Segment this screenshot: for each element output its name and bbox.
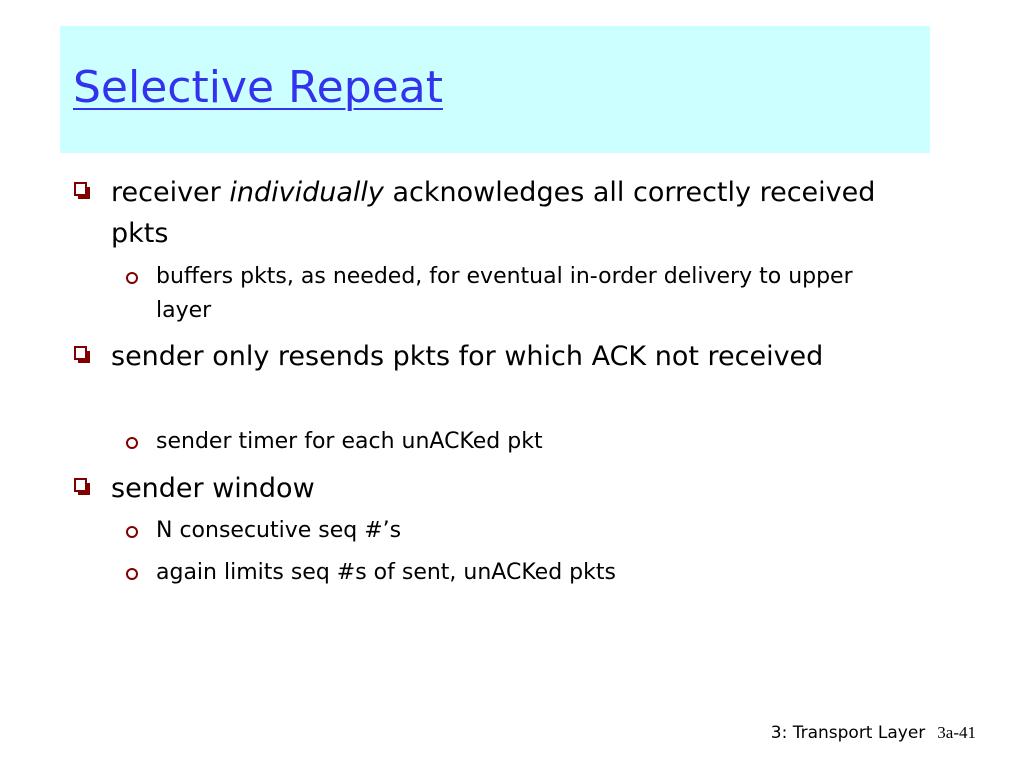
bullet-1-text-pre: receiver	[111, 177, 230, 208]
bullet-1-text-post: acknowledges all correctly received pkts	[111, 177, 876, 249]
bullet-2-sub-1	[156, 425, 891, 459]
bullet-3-text: sender window	[111, 473, 315, 504]
square-bullet-icon	[74, 478, 87, 492]
square-bullet-icon	[74, 346, 87, 360]
bullet-2	[111, 336, 881, 377]
bullet-3	[111, 468, 881, 509]
footer-chapter: 3: Transport Layer	[770, 723, 926, 743]
bullet-1-sub-1-text: buffers pkts, as needed, for eventual in-order delivery to upper layer	[156, 264, 853, 323]
bullet-3-sub-2-text: again limits seq #s of sent, unACKed pkts	[156, 560, 616, 585]
ring-bullet-icon	[126, 526, 138, 538]
footer-page-number: 3a-41	[937, 723, 976, 742]
bullet-3-sub-2	[156, 556, 891, 590]
bullet-2-sub-1-text: sender timer for each unACKed pkt	[156, 429, 543, 454]
bullet-2-text: sender only resends pkts for which ACK not received	[111, 341, 824, 372]
bullet-3-sub-1	[156, 514, 891, 548]
ring-bullet-icon	[126, 568, 138, 580]
bullet-3-sub-1-text: N consecutive seq #’s	[156, 518, 402, 543]
ring-bullet-icon	[126, 272, 138, 284]
bullet-1-emphasis: individually	[229, 177, 384, 208]
square-bullet-icon	[74, 182, 87, 196]
slide-footer	[771, 723, 976, 743]
slide-title: Selective Repeat	[73, 62, 443, 113]
ring-bullet-icon	[126, 437, 138, 449]
bullet-1	[111, 172, 881, 254]
bullet-1-sub-1	[156, 260, 891, 328]
